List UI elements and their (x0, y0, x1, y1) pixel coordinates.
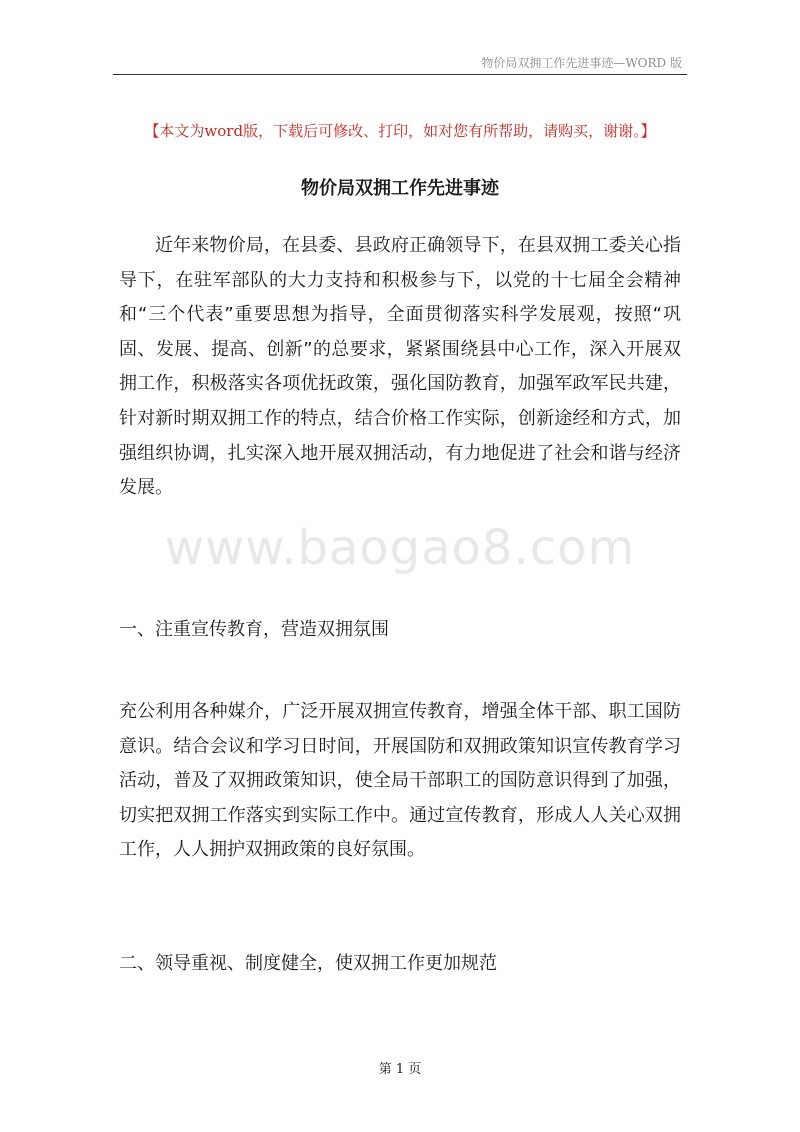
section-1-paragraph: 充公利用各种媒介，广泛开展双拥宣传教育，增强全体干部、职工国防意识。结合会议和学习日时间，开展国防和双拥政策知识宣传教育学习活动，普及了双拥政策知识，使全局干部职工的国防意识得到了加强，切实把双拥工作落实到实际工作中。通过宣传教育，形成人人关心双拥工作，人人拥护双拥政策的良好氛围。 (119, 701, 681, 861)
page-number: 第 1 页 (378, 1062, 422, 1077)
document-title: 物价局双拥工作先进事迹 (301, 178, 499, 199)
purchase-notice: 【本文为word版，下载后可修改、打印，如对您有所帮助，请购买，谢谢。】 (144, 122, 656, 140)
header-divider (113, 74, 687, 75)
intro-paragraph: 近年来物价局，在县委、县政府正确领导下，在县双拥工委关心指导下，在驻军部队的大力支持和积极参与下，以党的十七届全会精神和“三个代表”重要思想为指导，全面贯彻落实科学发展观，按照“巩固、发展、提高、创新”的总要求，紧紧围绕县中心工作，深入开展双拥工作，积极落实各项优抚政策，强化国防教育，加强军政军民共建，针对新时期双拥工作的特点，结合价格工作实际，创新途经和方式，加强组织协调，扎实深入地开展双拥活动，有力地促进了社会和谐与经济发展。 (119, 235, 681, 499)
section-heading-2: 二、领导重视、制度健全，使双拥工作更加规范 (119, 953, 497, 974)
section-heading-1: 一、注重宣传教育，营造双拥氛围 (119, 619, 389, 640)
watermark: www.baogao8.com (164, 520, 636, 576)
running-header: 物价局双拥工作先进事迹—WORD 版 (481, 56, 682, 70)
